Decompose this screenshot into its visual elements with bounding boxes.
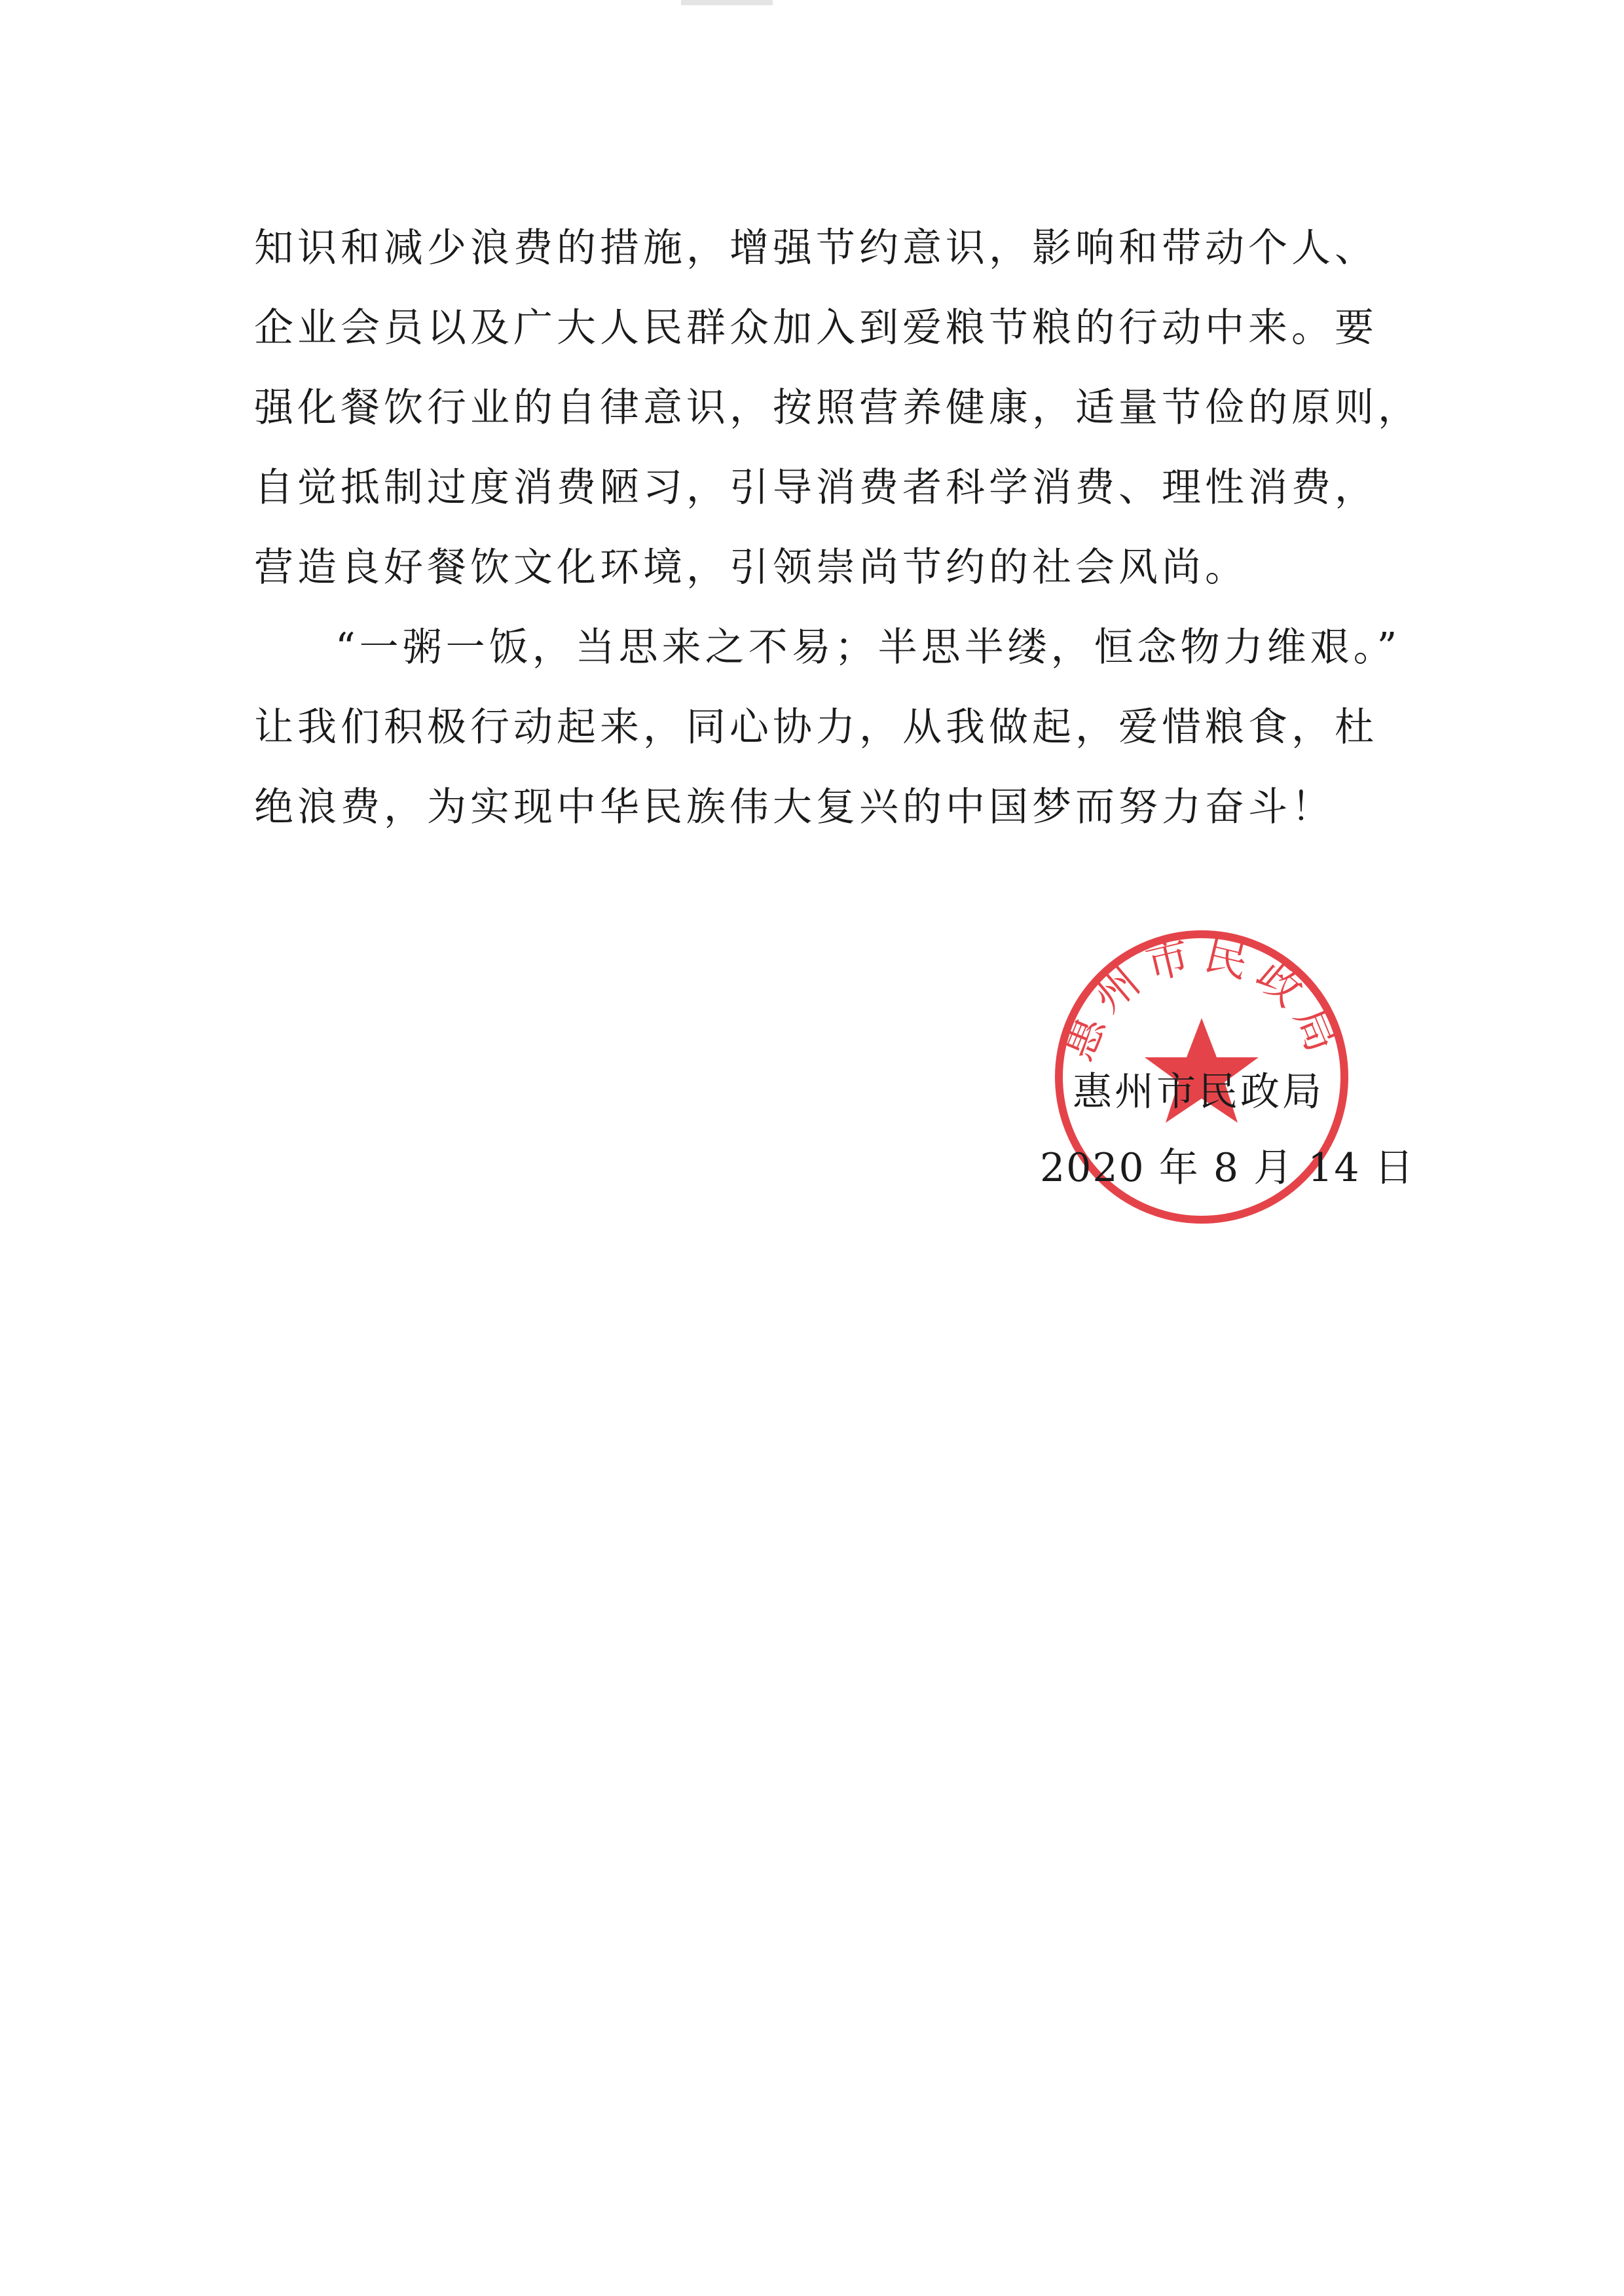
signature-block — [1022, 928, 1415, 1257]
text-line: “一粥一饭，当思来之不易；半思半缕，恒念物力维艰。” — [335, 625, 1401, 670]
text-line: 企业会员以及广大人民群众加入到爱粮节粮的行动中来。要 — [254, 305, 1378, 351]
scan-artifact — [681, 0, 773, 5]
document-body — [254, 208, 1421, 847]
paragraph-1 — [254, 208, 1421, 608]
text-line: 强化餐饮行业的自律意识，按照营养健康，适量节俭的原则， — [254, 385, 1421, 431]
text-line: 让我们积极行动起来，同心协力，从我做起，爱惜粮食，杜 — [254, 704, 1378, 750]
text-line: 知识和减少浪费的措施，增强节约意识，影响和带动个人、 — [254, 225, 1378, 271]
svg-text:惠州市民政局: 惠州市民政局 — [1052, 928, 1352, 1068]
signing-organization: 惠州市民政局 — [1073, 1069, 1324, 1115]
signing-date: 2020 年 8 月 14 日 — [1040, 1145, 1415, 1191]
text-line: 自觉抵制过度消费陋习，引导消费者科学消费、理性消费， — [254, 465, 1378, 511]
paragraph-2 — [254, 608, 1401, 847]
text-line: 绝浪费，为实现中华民族伟大复兴的中国梦而努力奋斗！ — [254, 784, 1335, 830]
text-line: 营造良好餐饮文化环境，引领崇尚节约的社会风尚。 — [254, 545, 1248, 591]
